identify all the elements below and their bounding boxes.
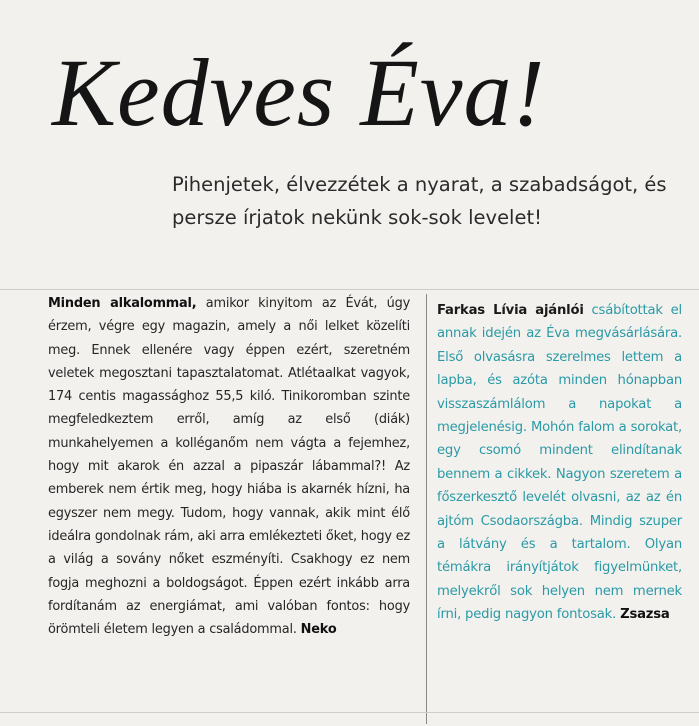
column-divider [426,294,427,724]
letter-left-text [48,292,410,641]
letter-right-lead: Farkas Lívia ajánlói [437,303,584,318]
letter-right-signature: Zsazsa [620,607,670,623]
reader-letter-left [48,292,410,641]
page-title: Kedves Éva! [52,39,546,146]
letter-right-body: csábítottak el annak idején az Éva megvásárlására. Első olvasásra szerelmes lettem a lapba, és azóta minden hónapban visszaszámlálom a napokat a megjelenésig. Mohón falom a sorokat, egy csomó mindent elindítanak bennem a cikkek. Nagyon szeretem a főszerkesztő levelét olvasni, az az én ajtóm Csodaországba. Mindig szuper a látvány és a tartalom. Olyan témákra irányítjátok figyelmünket, melyekről sok helyen nem mernek írni, pedig nagyon fontosak. [437,303,682,623]
section-rule-top [0,289,699,290]
section-rule-bottom [0,712,699,713]
letter-left-signature: Neko [300,622,337,638]
letter-left-lead: Minden alkalommal, [48,296,197,311]
reader-letter-right [437,299,682,627]
page-subtitle: Pihenjetek, élvezzétek a nyarat, a szabadságot, és persze írjatok nekünk sok-sok levelet! [172,173,667,229]
bleed-through-texture [20,262,680,286]
letter-left-body: amikor kinyitom az Évát, úgy érzem, végre egy magazin, amely a női lelket közelíti meg. Ennek ellenére vagy éppen ezért, szeretném veletek megosztani tapasztalatomat. Atlétaalkat vagyok, 174 centis magassághoz 55,5 kiló. Tinikoromban szinte megfeledkeztem erről, amíg az első (diák) munkahelyemen a kolléganőm nem vágta a fejemhez, hogy mit akarok én azzal a pipaszár lábammal?! Az emberek nem értik meg, hogy hiába is akarnék hízni, ha egyszer nem megy. Tudom, hogy vannak, akik mint élő ideálra gondolnak rám, aki arra emlékezteti őket, hogy ez a világ a sovány nőket eszményíti. Csakhogy ez nem fogja meghozni a boldogságot. Éppen ezért inkább arra fordítanám az energiámat, ami valóban fontos: hogy örömteli életem legyen a családommal. [48,296,411,638]
letter-right-text [437,299,682,627]
